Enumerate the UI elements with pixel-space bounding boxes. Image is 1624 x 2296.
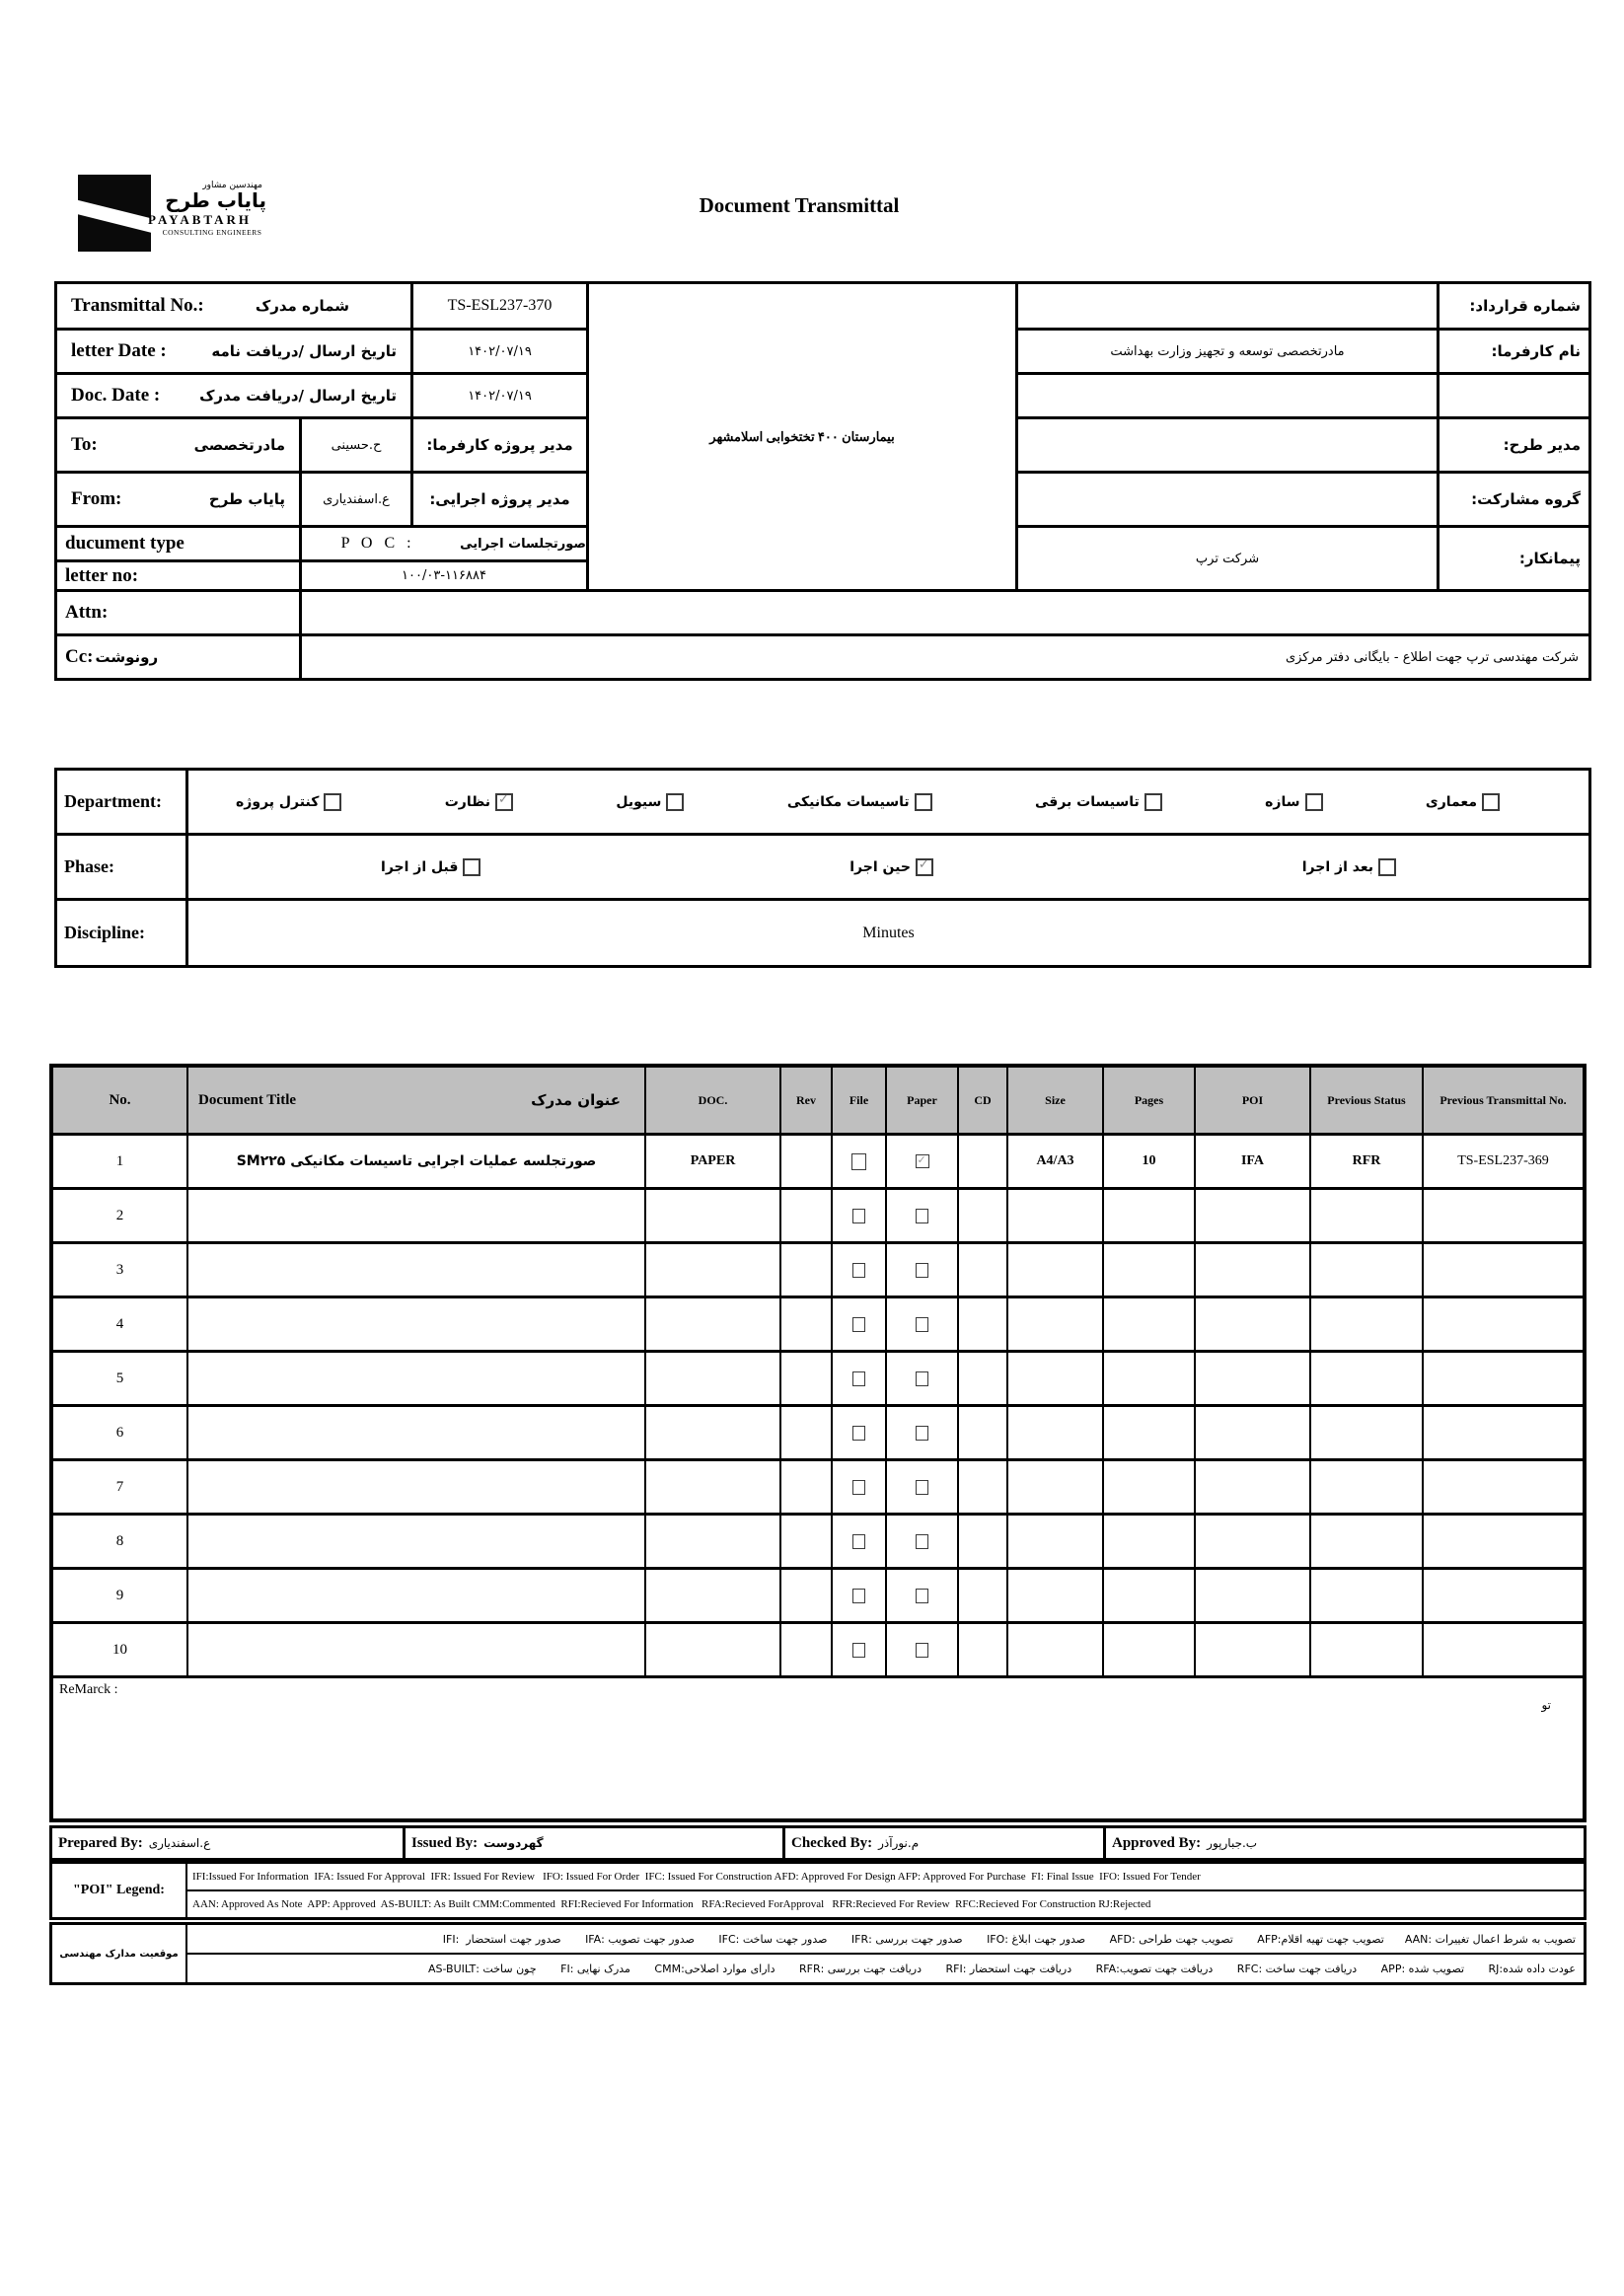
col-header-paper: Paper <box>887 1068 957 1133</box>
row-poi <box>1196 1190 1309 1241</box>
transmittal-no-label-fa: شماره مدرک <box>255 297 349 315</box>
col-header-title-en: Document Title <box>198 1091 297 1108</box>
row-doc <box>646 1461 779 1513</box>
row-size <box>1008 1624 1102 1675</box>
row-cd <box>959 1407 1006 1458</box>
empty-cell <box>1018 375 1437 416</box>
doc-type-label-cell <box>57 528 299 559</box>
row-prev-transmittal <box>1424 1624 1583 1675</box>
row-pages <box>1104 1516 1194 1567</box>
row-pages <box>1104 1298 1194 1350</box>
phase-option-after-execution[interactable] <box>1302 858 1396 876</box>
row-no: 9 <box>53 1570 186 1621</box>
from-label-cell <box>57 474 299 525</box>
department-option-structure[interactable] <box>1265 793 1322 811</box>
row-size <box>1008 1461 1102 1513</box>
row-doc <box>646 1298 779 1350</box>
row-doc <box>646 1190 779 1241</box>
row-cd <box>959 1298 1006 1350</box>
checked-by-name: م.نورآذر <box>878 1836 920 1850</box>
checkbox-icon[interactable] <box>1482 793 1500 811</box>
logo-en-name: PAYABTARH <box>148 212 253 228</box>
row-title <box>188 1244 644 1296</box>
col-header-file: File <box>833 1068 885 1133</box>
checkbox-icon[interactable] <box>916 858 933 876</box>
row-rev <box>781 1244 831 1296</box>
row-poi <box>1196 1516 1309 1567</box>
row-cd <box>959 1136 1006 1187</box>
row-pages <box>1104 1461 1194 1513</box>
row-prev-status <box>1311 1516 1422 1567</box>
poi-legend-line1: IFI:Issued For Information IFA: Issued For Approval IFR: Issued For Review IFO: Issued For Order IFC: Issued For Construction AFD: Approved For Design AFP: Approved For Purchase FI: Final Issue IFO: Issued For Tender <box>187 1864 1584 1889</box>
row-file-cell <box>833 1516 885 1567</box>
row-cd <box>959 1624 1006 1675</box>
row-paper-cell <box>887 1244 957 1296</box>
exec-pm-label: مدیر پروژه اجرایی: <box>413 474 586 525</box>
from-label: From: <box>71 488 122 509</box>
discipline-value: Minutes <box>188 901 1588 965</box>
file-checkbox[interactable] <box>852 1643 865 1658</box>
approved-by-cell <box>1106 1828 1584 1858</box>
row-prev-status <box>1311 1244 1422 1296</box>
design-manager-label: مدیر طرح: <box>1439 419 1588 471</box>
row-pages <box>1104 1570 1194 1621</box>
col-header-no: No. <box>53 1068 186 1133</box>
approved-by-label: Approved By: <box>1112 1834 1202 1851</box>
row-pages <box>1104 1190 1194 1241</box>
row-pages <box>1104 1407 1194 1458</box>
row-paper-cell <box>887 1516 957 1567</box>
row-prev-transmittal <box>1424 1407 1583 1458</box>
file-checkbox[interactable] <box>852 1317 865 1332</box>
row-rev <box>781 1407 831 1458</box>
file-checkbox[interactable] <box>852 1480 865 1495</box>
jv-label: گروه مشارکت: <box>1439 474 1588 525</box>
file-checkbox[interactable] <box>852 1209 865 1223</box>
row-prev-transmittal <box>1424 1353 1583 1404</box>
signature-row <box>49 1825 1587 1861</box>
paper-checkbox[interactable] <box>916 1209 928 1223</box>
paper-checkbox[interactable] <box>916 1426 928 1441</box>
row-poi <box>1196 1353 1309 1404</box>
row-cd <box>959 1190 1006 1241</box>
letter-date-value: ۱۴۰۲/۰۷/۱۹ <box>413 331 586 372</box>
transmittal-no-value: TS-ESL237-370 <box>413 284 586 328</box>
department-options-row <box>188 771 1588 833</box>
row-prev-transmittal <box>1424 1298 1583 1350</box>
row-cd <box>959 1516 1006 1567</box>
col-header-doc: DOC. <box>646 1068 779 1133</box>
row-doc <box>646 1244 779 1296</box>
checkbox-icon[interactable] <box>1305 793 1323 811</box>
contract-no-label: شماره قرارداد: <box>1439 284 1588 328</box>
phase-options-row <box>188 836 1588 898</box>
row-size <box>1008 1190 1102 1241</box>
poi-legend-line2: AAN: Approved As Note APP: Approved AS-BUILT: As Built CMM:Commented RFI:Recieved For Information RFA:Recieved ForApproval RFR:Recieved For Review RFC:Recieved For Construction RJ:Rejected <box>187 1891 1584 1917</box>
prepared-by-name: ع.اسفندیاری <box>148 1836 211 1850</box>
design-manager-value <box>1018 419 1437 471</box>
row-rev <box>781 1136 831 1187</box>
row-file-cell <box>833 1570 885 1621</box>
row-paper-cell <box>887 1298 957 1350</box>
row-title <box>188 1190 644 1241</box>
exec-pm-name: ع.اسفندیاری <box>302 474 410 525</box>
department-label: Department: <box>57 771 185 833</box>
to-label-cell <box>57 419 299 471</box>
contract-no-value <box>1018 284 1437 328</box>
attn-label-cell <box>57 592 299 633</box>
row-no: 8 <box>53 1516 186 1567</box>
remark-label: ReMarck : <box>59 1682 118 1697</box>
client-pm-label: مدیر پروژه کارفرما: <box>413 419 586 471</box>
checked-by-label: Checked By: <box>791 1834 873 1851</box>
row-pages <box>1104 1624 1194 1675</box>
row-paper-cell <box>887 1570 957 1621</box>
row-title: صورتجلسه عملیات اجرایی تاسیسات مکانیکی SM۲۲۵ <box>188 1136 644 1187</box>
doc-type-value: P O C : <box>340 535 415 552</box>
logo-fa-small: مهندسین مشاور <box>202 181 262 190</box>
row-poi <box>1196 1298 1309 1350</box>
to-fa: مادرتخصصی <box>193 436 285 454</box>
row-poi <box>1196 1407 1309 1458</box>
discipline-label: Discipline: <box>57 901 185 965</box>
prepared-by-label: Prepared By: <box>58 1834 143 1851</box>
row-prev-status <box>1311 1298 1422 1350</box>
option-label: معماری <box>1425 793 1477 810</box>
row-cd <box>959 1570 1006 1621</box>
row-file-cell <box>833 1136 885 1187</box>
department-option-mechanical[interactable] <box>787 793 932 811</box>
row-size <box>1008 1516 1102 1567</box>
row-prev-status <box>1311 1190 1422 1241</box>
row-doc <box>646 1516 779 1567</box>
checkbox-icon[interactable] <box>915 793 932 811</box>
row-title <box>188 1570 644 1621</box>
department-option-supervision[interactable] <box>445 793 513 811</box>
row-rev <box>781 1353 831 1404</box>
logo-en-sub: CONSULTING ENGINEERS <box>162 228 262 238</box>
phase-label: Phase: <box>57 836 185 898</box>
col-header-rev: Rev <box>781 1068 831 1133</box>
checkbox-icon[interactable] <box>666 793 684 811</box>
row-pages <box>1104 1353 1194 1404</box>
row-prev-transmittal <box>1424 1516 1583 1567</box>
paper-checkbox[interactable] <box>916 1534 928 1549</box>
row-file-cell <box>833 1353 885 1404</box>
doc-type-label: ducument type <box>65 533 185 554</box>
project-name-cell: بیمارستان ۴۰۰ تختخوابی اسلامشهر <box>589 284 1015 589</box>
row-doc <box>646 1407 779 1458</box>
col-header-title-fa: عنوان مدرک <box>531 1091 621 1109</box>
cc-value-cell: شرکت مهندسی ترپ جهت اطلاع - بایگانی دفتر مرکزی <box>302 636 1588 678</box>
row-poi <box>1196 1624 1309 1675</box>
col-header-poi: POI <box>1196 1068 1309 1133</box>
letter-no-value: ۱۰۰/۰۳-۱۱۶۸۸۴ <box>302 562 586 589</box>
col-header-size: Size <box>1008 1068 1102 1133</box>
row-prev-status <box>1311 1407 1422 1458</box>
row-rev <box>781 1624 831 1675</box>
issued-by-cell <box>406 1828 782 1858</box>
department-option-architecture[interactable] <box>1426 793 1500 811</box>
row-size <box>1008 1407 1102 1458</box>
phase-option-before-execution[interactable] <box>381 858 480 876</box>
doc-date-label-en: Doc. Date : <box>71 385 161 406</box>
row-file-cell <box>833 1407 885 1458</box>
row-cd <box>959 1244 1006 1296</box>
option-label: حین اجرا <box>849 858 911 875</box>
letter-date-label-cell <box>57 331 410 372</box>
col-header-prev-status: Previous Status <box>1311 1068 1422 1133</box>
poi-legend-label: "POI" Legend: <box>52 1864 185 1917</box>
row-prev-transmittal: TS-ESL237-369 <box>1424 1136 1583 1187</box>
row-pages: 10 <box>1104 1136 1194 1187</box>
letter-date-label-fa: تاریخ ارسال /دریافت نامه <box>211 342 397 360</box>
row-title <box>188 1298 644 1350</box>
file-checkbox[interactable] <box>852 1371 865 1386</box>
paper-checkbox[interactable] <box>916 1480 928 1495</box>
col-header-pages: Pages <box>1104 1068 1194 1133</box>
paper-checkbox[interactable] <box>916 1589 928 1603</box>
row-paper-cell <box>887 1136 957 1187</box>
doc-date-value: ۱۴۰۲/۰۷/۱۹ <box>413 375 586 416</box>
row-file-cell <box>833 1244 885 1296</box>
row-prev-status <box>1311 1353 1422 1404</box>
row-no: 4 <box>53 1298 186 1350</box>
col-header-cd: CD <box>959 1068 1006 1133</box>
letter-no-label: letter no: <box>65 564 139 586</box>
row-size: A4/A3 <box>1008 1136 1102 1187</box>
row-size <box>1008 1353 1102 1404</box>
logo-fa-big: پایاب طرح <box>165 188 266 213</box>
option-label: سیویل <box>616 793 662 810</box>
checkbox-icon[interactable] <box>495 793 513 811</box>
prepared-by-cell <box>52 1828 403 1858</box>
option-label: کنترل پروژه <box>236 793 320 810</box>
department-option-project-control[interactable] <box>236 793 341 811</box>
row-rev <box>781 1461 831 1513</box>
checkbox-icon[interactable] <box>463 858 480 876</box>
row-prev-status <box>1311 1461 1422 1513</box>
poi-legend-table <box>49 1861 1587 1920</box>
client-name-label: نام کارفرما: <box>1439 331 1588 372</box>
doc-date-label-fa: تاریخ ارسال /دریافت مدرک <box>199 387 397 405</box>
remark-handwritten-note: تو <box>1541 1698 1551 1712</box>
option-label: سازه <box>1265 793 1300 810</box>
row-prev-transmittal <box>1424 1244 1583 1296</box>
paper-checkbox[interactable] <box>916 1317 928 1332</box>
row-title <box>188 1624 644 1675</box>
jv-value <box>1018 474 1437 525</box>
contractor-value: شرکت ترپ <box>1018 528 1437 589</box>
to-label: To: <box>71 434 98 455</box>
row-file-cell <box>833 1461 885 1513</box>
fa-legend-label: موقعیت مدارک مهندسی <box>52 1925 185 1982</box>
row-size <box>1008 1298 1102 1350</box>
option-label: بعد از اجرا <box>1301 858 1373 875</box>
row-no: 3 <box>53 1244 186 1296</box>
paper-checkbox[interactable] <box>916 1643 928 1658</box>
row-prev-status <box>1311 1624 1422 1675</box>
row-size <box>1008 1244 1102 1296</box>
col-header-title <box>188 1068 644 1133</box>
file-checkbox[interactable] <box>852 1263 865 1278</box>
checkbox-icon[interactable] <box>324 793 341 811</box>
row-doc <box>646 1570 779 1621</box>
checkbox-icon[interactable] <box>1378 858 1396 876</box>
empty-label-cell <box>1439 375 1588 416</box>
row-rev <box>781 1190 831 1241</box>
doc-date-label-cell <box>57 375 410 416</box>
row-file-cell <box>833 1298 885 1350</box>
row-prev-transmittal <box>1424 1570 1583 1621</box>
cc-label-fa: رونوشت <box>95 648 159 666</box>
row-poi: IFA <box>1196 1136 1309 1187</box>
transmittal-no-label-cell <box>57 284 410 328</box>
doc-type-fa: صورتجلسات اجرایی <box>460 536 586 552</box>
row-paper-cell <box>887 1624 957 1675</box>
row-no: 5 <box>53 1353 186 1404</box>
row-prev-status <box>1311 1570 1422 1621</box>
row-pages <box>1104 1244 1194 1296</box>
cc-label-en: Cc: <box>65 646 94 667</box>
row-file-cell <box>833 1624 885 1675</box>
row-size <box>1008 1570 1102 1621</box>
client-name-value: مادرتخصصی توسعه و تجهیز وزارت بهداشت <box>1018 331 1437 372</box>
row-file-cell <box>833 1190 885 1241</box>
row-prev-transmittal <box>1424 1461 1583 1513</box>
row-doc <box>646 1353 779 1404</box>
row-paper-cell <box>887 1353 957 1404</box>
row-title <box>188 1516 644 1567</box>
row-no: 7 <box>53 1461 186 1513</box>
row-no: 1 <box>53 1136 186 1187</box>
row-rev <box>781 1516 831 1567</box>
letter-no-label-cell <box>57 562 299 589</box>
row-prev-transmittal <box>1424 1190 1583 1241</box>
fa-legend-line2: عودت داده شده:RJ تصویب شده :APP دریافت جهت ساخت :RFC دریافت جهت تصویب:RFA دریافت جهت استحضار :RFI دریافت جهت بررسی :RFR دارای موارد اصلاحی:CMM مدرک نهایی :FI چون ساخت :AS-BUILT <box>187 1955 1584 1982</box>
department-table <box>54 768 1591 968</box>
option-label: تاسیسات مکانیکی <box>786 793 910 810</box>
attn-value-cell <box>302 592 1588 633</box>
row-title <box>188 1461 644 1513</box>
row-doc <box>646 1624 779 1675</box>
row-doc: PAPER <box>646 1136 779 1187</box>
row-cd <box>959 1461 1006 1513</box>
paper-checkbox[interactable] <box>916 1263 928 1278</box>
document-table <box>49 1064 1587 1822</box>
issued-by-name: گهردوست <box>483 1836 544 1850</box>
approved-by-name: ب.جبارپور <box>1207 1836 1258 1850</box>
from-fa: پایاب طرح <box>208 490 285 508</box>
department-option-civil[interactable] <box>616 793 684 811</box>
phase-option-during-execution[interactable] <box>849 858 933 876</box>
client-pm-name: ح.حسینی <box>302 419 410 471</box>
file-checkbox[interactable] <box>851 1153 866 1170</box>
row-poi <box>1196 1461 1309 1513</box>
row-rev <box>781 1298 831 1350</box>
remark-cell <box>53 1678 1583 1818</box>
contractor-label: پیمانکار: <box>1439 528 1588 589</box>
header-table <box>54 281 1591 681</box>
row-no: 6 <box>53 1407 186 1458</box>
issued-by-label: Issued By: <box>411 1834 479 1851</box>
row-paper-cell <box>887 1407 957 1458</box>
row-title <box>188 1407 644 1458</box>
row-poi <box>1196 1244 1309 1296</box>
file-checkbox[interactable] <box>852 1426 865 1441</box>
row-no: 2 <box>53 1190 186 1241</box>
attn-label: Attn: <box>65 602 109 623</box>
row-paper-cell <box>887 1461 957 1513</box>
file-checkbox[interactable] <box>852 1534 865 1549</box>
fa-legend-line1: تصویب به شرط اعمال تغییرات :AAN تصویب جهت تهیه اقلام:AFP تصویب جهت طراحی :AFD صدور جهت ابلاغ :IFO صدور جهت بررسی :IFR صدور جهت ساخت :IFC صدور جهت تصویب :IFA صدور جهت استحضار :IFI <box>187 1925 1584 1953</box>
option-label: تاسیسات برقی <box>1035 793 1140 810</box>
row-poi <box>1196 1570 1309 1621</box>
checkbox-icon[interactable] <box>1144 793 1162 811</box>
col-header-prev-transmittal: Previous Transmittal No. <box>1424 1068 1583 1133</box>
letter-date-label-en: letter Date : <box>71 340 167 361</box>
row-paper-cell <box>887 1190 957 1241</box>
row-prev-status: RFR <box>1311 1136 1422 1187</box>
paper-checkbox[interactable] <box>916 1371 928 1386</box>
row-title <box>188 1353 644 1404</box>
row-rev <box>781 1570 831 1621</box>
checked-by-cell <box>785 1828 1103 1858</box>
fa-legend-table <box>49 1922 1587 1985</box>
cc-label-cell <box>57 636 299 678</box>
row-cd <box>959 1353 1006 1404</box>
doc-type-value-cell <box>302 528 586 559</box>
transmittal-no-label-en: Transmittal No.: <box>71 295 204 316</box>
page-title: Document Transmittal <box>699 193 900 217</box>
option-label: قبل از اجرا <box>381 858 459 875</box>
file-checkbox[interactable] <box>852 1589 865 1603</box>
option-label: نظارت <box>444 793 491 810</box>
paper-checkbox[interactable] <box>916 1154 929 1168</box>
row-no: 10 <box>53 1624 186 1675</box>
department-option-electrical[interactable] <box>1035 793 1162 811</box>
